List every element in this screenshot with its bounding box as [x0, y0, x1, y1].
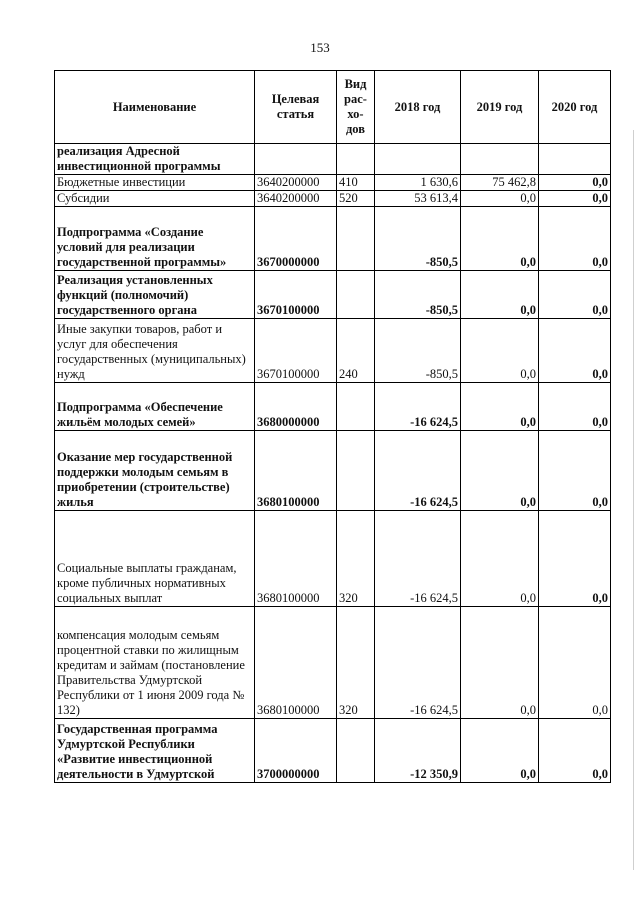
cell-code: 3680100000	[255, 431, 337, 511]
cell-code: 3700000000	[255, 719, 337, 783]
header-2018: 2018 год	[375, 71, 461, 144]
cell-y2020: 0,0	[539, 319, 611, 383]
cell-y2020: 0,0	[539, 271, 611, 319]
cell-name: Субсидии	[55, 191, 255, 207]
cell-y2020: 0,0	[539, 511, 611, 607]
cell-name: Социальные выплаты гражданам, кроме публичных нормативных социальных выплат	[55, 511, 255, 607]
cell-y2020: 0,0	[539, 607, 611, 719]
cell-code: 3670100000	[255, 271, 337, 319]
cell-name: Государственная программа Удмуртской Республики «Развитие инвестиционной деятельности в Удмуртской	[55, 719, 255, 783]
cell-name: Подпрограмма «Обеспечение жильём молодых семей»	[55, 383, 255, 431]
table-row	[55, 271, 611, 319]
cell-kind	[337, 431, 375, 511]
cell-y2018: -850,5	[375, 271, 461, 319]
scan-edge-mark	[633, 130, 634, 870]
header-2020: 2020 год	[539, 71, 611, 144]
cell-kind	[337, 207, 375, 271]
cell-y2020: 0,0	[539, 383, 611, 431]
cell-kind: 410	[337, 175, 375, 191]
table-row	[55, 511, 611, 607]
cell-y2020: 0,0	[539, 175, 611, 191]
cell-code: 3680100000	[255, 607, 337, 719]
cell-kind	[337, 383, 375, 431]
cell-kind: 240	[337, 319, 375, 383]
cell-y2020: 0,0	[539, 719, 611, 783]
header-code: Целевая статья	[255, 71, 337, 144]
cell-y2020: 0,0	[539, 431, 611, 511]
cell-kind: 320	[337, 607, 375, 719]
cell-y2018: -16 624,5	[375, 383, 461, 431]
cell-y2018	[375, 144, 461, 175]
cell-y2020: 0,0	[539, 191, 611, 207]
cell-code: 3640200000	[255, 191, 337, 207]
cell-y2018: -850,5	[375, 207, 461, 271]
cell-y2020: 0,0	[539, 207, 611, 271]
cell-name: Подпрограмма «Создание условий для реализации государственной программы»	[55, 207, 255, 271]
cell-y2019	[461, 144, 539, 175]
cell-y2019: 0,0	[461, 319, 539, 383]
cell-y2018: -16 624,5	[375, 431, 461, 511]
cell-y2019: 0,0	[461, 511, 539, 607]
header-2019: 2019 год	[461, 71, 539, 144]
cell-y2019: 0,0	[461, 207, 539, 271]
cell-y2019: 0,0	[461, 271, 539, 319]
cell-name: Реализация установленных функций (полномочий) государственного органа	[55, 271, 255, 319]
cell-code: 3680100000	[255, 511, 337, 607]
cell-kind	[337, 271, 375, 319]
cell-code	[255, 144, 337, 175]
cell-y2018: -16 624,5	[375, 607, 461, 719]
cell-kind: 320	[337, 511, 375, 607]
cell-code: 3640200000	[255, 175, 337, 191]
header-kind: Вид рас-хо-дов	[337, 71, 375, 144]
table-row	[55, 383, 611, 431]
cell-y2020	[539, 144, 611, 175]
cell-name: Оказание мер государственной поддержки молодым семьям в приобретении (строительстве) жилья	[55, 431, 255, 511]
budget-table	[54, 70, 611, 783]
cell-y2018: -850,5	[375, 319, 461, 383]
cell-name: компенсация молодым семьям процентной ставки по жилищным кредитам и займам (постановление Правительства Удмуртской Республики от 1 июня 2009 года № 132)	[55, 607, 255, 719]
table-row	[55, 719, 611, 783]
cell-name: Бюджетные инвестиции	[55, 175, 255, 191]
table-row	[55, 175, 611, 191]
cell-y2018: 1 630,6	[375, 175, 461, 191]
cell-y2019: 0,0	[461, 719, 539, 783]
table-row	[55, 319, 611, 383]
table-body	[55, 144, 611, 783]
table-header-row	[55, 71, 611, 144]
header-name: Наименование	[55, 71, 255, 144]
cell-kind	[337, 719, 375, 783]
cell-code: 3680000000	[255, 383, 337, 431]
cell-y2019: 75 462,8	[461, 175, 539, 191]
cell-y2018: 53 613,4	[375, 191, 461, 207]
cell-y2019: 0,0	[461, 431, 539, 511]
cell-y2019: 0,0	[461, 383, 539, 431]
cell-code: 3670000000	[255, 207, 337, 271]
cell-y2018: -12 350,9	[375, 719, 461, 783]
cell-y2019: 0,0	[461, 191, 539, 207]
cell-y2019: 0,0	[461, 607, 539, 719]
cell-kind: 520	[337, 191, 375, 207]
cell-kind	[337, 144, 375, 175]
table-row	[55, 207, 611, 271]
table-row	[55, 144, 611, 175]
page-number: 153	[310, 40, 330, 55]
table-row	[55, 431, 611, 511]
cell-code: 3670100000	[255, 319, 337, 383]
cell-name: реализация Адресной инвестиционной программы	[55, 144, 255, 175]
table-row	[55, 607, 611, 719]
cell-name: Иные закупки товаров, работ и услуг для обеспечения государственных (муниципальных) нужд	[55, 319, 255, 383]
table-row	[55, 191, 611, 207]
cell-y2018: -16 624,5	[375, 511, 461, 607]
